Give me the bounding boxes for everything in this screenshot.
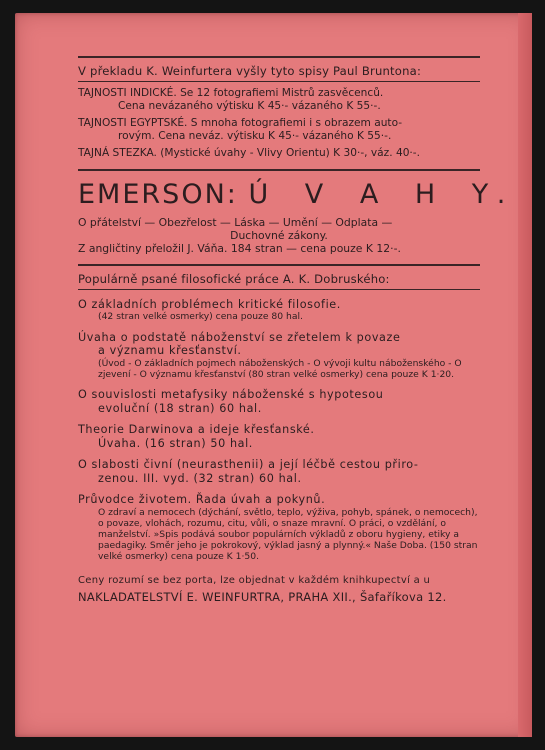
work-title-line: a významu křesťanství. — [98, 344, 242, 358]
divider — [78, 264, 480, 266]
dobrusky-section-heading: Populárně psané filosofické práce A. K. Dobruského: — [78, 271, 390, 286]
book-line: TAJNÁ STEZKA. (Mystické úvahy - Vlivy Orientu) K 30·-, váz. 40·-. — [78, 147, 420, 160]
emerson-title — [78, 178, 520, 210]
emerson-line: Z angličtiny přeložil J. Váňa. 184 stran — cena pouze K 12·-. — [78, 241, 401, 255]
work-title: O základních problémech kritické filosofie. — [78, 297, 341, 311]
work-title — [78, 423, 480, 450]
dobrusky-works-list — [78, 298, 480, 563]
work-title — [78, 331, 480, 358]
divider — [78, 289, 480, 290]
book-line: TAJNOSTI EGYPTSKÉ. S mnoha fotografiemi i s obrazem auto- — [78, 117, 403, 130]
publisher-footer — [78, 575, 480, 604]
footer-price-note: Ceny rozumí se bez porta, lze objednat v každém knihkupectví a u — [78, 574, 431, 586]
work-title-line: zenou. III. vyd. (32 stran) 60 hal. — [98, 471, 302, 485]
book-entry — [78, 147, 480, 160]
cover-spine-edge — [518, 13, 532, 737]
emerson-author: EMERSON: — [78, 178, 238, 210]
work-entry — [78, 388, 480, 415]
work-entry — [78, 493, 480, 563]
divider — [78, 81, 480, 82]
brunton-books-list — [78, 87, 480, 160]
book-entry — [78, 117, 480, 142]
work-title-line: Úvaha. (16 stran) 50 hal. — [98, 436, 253, 450]
work-entry — [78, 458, 480, 485]
work-title-line: Theorie Darwinova a ideje křesťanské. — [78, 423, 315, 437]
work-title — [78, 388, 480, 415]
work-detail: (42 stran velké osmerky) cena pouze 80 hal. — [98, 311, 303, 323]
work-title-line: O slabosti čivní (neurasthenii) a její léčbě cestou přiro- — [78, 458, 419, 472]
work-title — [78, 458, 480, 485]
cover-content — [78, 53, 520, 604]
book-entry — [78, 87, 480, 112]
book-back-cover — [15, 13, 532, 737]
divider — [78, 56, 480, 58]
footer-publisher: NAKLADATELSTVÍ E. WEINFURTRA, PRAHA XII., Šafaříkova 12. — [78, 589, 447, 604]
work-detail: (Úvod - O základních pojmech náboženských - O vývoji kultu náboženského - O zjevení - O významu křesťanství (80 stran velké osmerky) cena pouze K 1·20. — [98, 357, 462, 380]
brunton-section-heading: V překladu K. Weinfurtera vyšly tyto spisy Paul Bruntona: — [78, 64, 422, 78]
work-title-line: evoluční (18 stran) 60 hal. — [98, 401, 262, 415]
book-line: TAJNOSTI INDICKÉ. Se 12 fotografiemi Mistrů zasvěcenců. — [78, 87, 384, 99]
emerson-description — [78, 216, 480, 255]
emerson-line: O přátelství — Obezřelost — Láska — Umění — Odplata — — [78, 215, 393, 229]
work-entry — [78, 331, 480, 380]
divider — [78, 169, 480, 171]
book-line: rovým. Cena neváz. výtisku K 45·- vázaného K 55·-. — [118, 129, 392, 142]
emerson-section — [78, 178, 520, 255]
book-line: Cena nevázaného výtisku K 45·- vázaného K 55·-. — [118, 99, 381, 112]
work-entry — [78, 423, 480, 450]
emerson-line: Duchovné zákony. — [230, 228, 328, 242]
work-detail: O zdraví a nemocech (dýchání, světlo, teplo, výživa, pohyb, spánek, o nemocech), o povaze, vlohách, rozumu, citu, vůli, o snaze mravní. O práci, o vzdělání, o manželství. »Spis podává soubor populárních výkladů z oboru hygieny, etiky a paedagiky. Směr jeho je pokrokový, výklad jasný a plynný.« Naše Doba. (150 stran velké osmerky) cena pouze K 1·50. — [98, 506, 478, 563]
work-title-line: O souvislosti metafysiky náboženské s hypotesou — [78, 388, 384, 402]
work-entry — [78, 298, 480, 323]
work-title-line: Úvaha o podstatě náboženství se zřetelem k povaze — [78, 330, 401, 344]
emerson-book-title: Ú V A H Y. — [248, 178, 520, 210]
work-title: Průvodce životem. Řada úvah a pokynů. — [78, 493, 326, 507]
